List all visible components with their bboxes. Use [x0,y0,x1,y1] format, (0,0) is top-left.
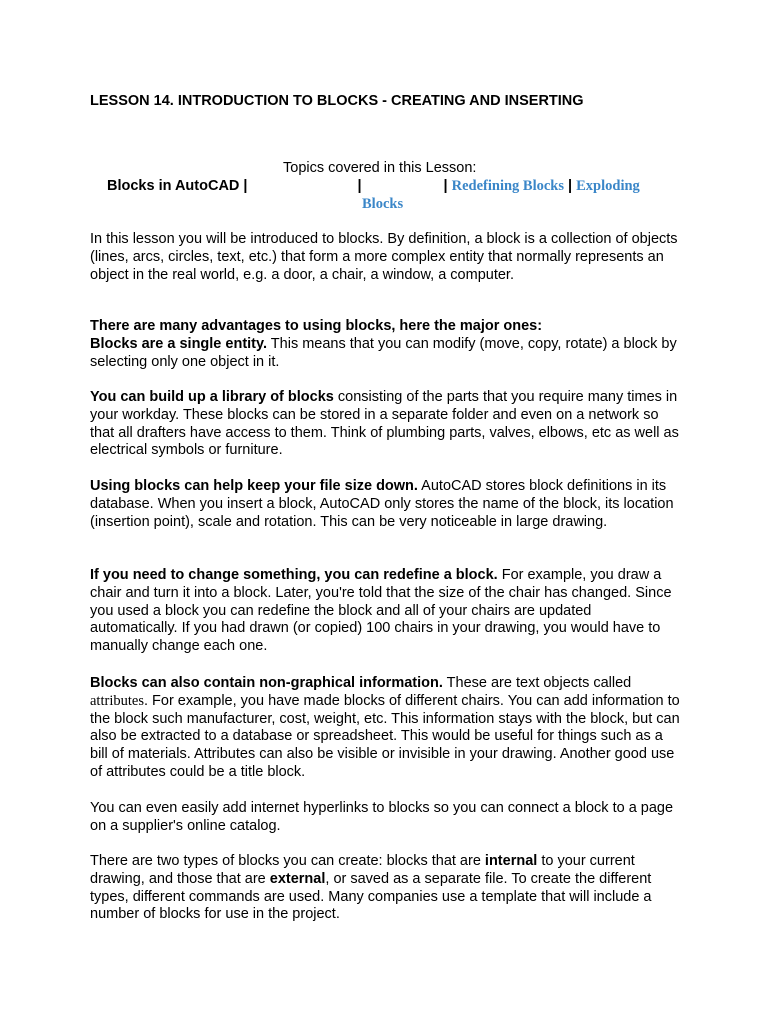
intro-paragraph: In this lesson you will be introduced to blocks. By definition, a block is a collection of objects (lines, arcs, circles, text, etc.) that form a more complex entity that normally represents an object in the real world, e.g. a door, a chair, a window, a computer. [90,231,678,283]
topics-list [107,177,667,195]
library-paragraph [90,389,680,460]
link-exploding-blocks[interactable]: Exploding [576,178,640,194]
redefine-paragraph [90,567,680,656]
filesize-paragraph [90,478,680,531]
block-types-text-1: There are two types of blocks you can create: blocks that are [90,853,485,869]
block-types-paragraph [90,853,680,924]
filesize-text: AutoCAD stores block definitions in its database. When you insert a block, AutoCAD only stores the name of the block, its location (insertion point), scale and rotation. This can be very noticeable in large drawing. [90,478,674,530]
internal-term: internal [484,853,538,869]
link-exploding-blocks-line2[interactable]: Blocks [362,196,404,212]
nongraphical-text-2: . For example, you have made blocks of different chairs. You can add information to the block such manufacturer, cost, weight, etc. This information stays with the block, but can also be extracted to a database or spreadsheet. This would be useful for things such as a bill of materials. Attributes can also be visible or invisible in your drawing. Another good use of attributes could be a title block. [90,692,680,780]
single-entity-heading: Blocks are a single entity. [90,335,268,352]
advantages-heading: There are many advantages to using blocks, here the major ones: [90,318,543,334]
topic-separator: | [357,178,362,194]
hyperlinks-paragraph: You can even easily add internet hyperlinks to blocks so you can connect a block to a page on a supplier's online catalog. [90,800,674,834]
topic-separator: | [443,178,448,194]
topic-separator: | [568,178,573,194]
library-text: consisting of the parts that you require many times in your workday. These blocks can be stored in a separate folder and even on a network so that all drafters have access to them. Think of plumbing parts, valves, elbows, etc as well as electrical symbols or furniture. [90,389,679,459]
filesize-heading: Using blocks can help keep your file size down. [90,478,418,494]
advantages-paragraph [90,318,680,371]
link-redefining-blocks[interactable]: Redefining Blocks [451,178,565,194]
single-entity-text: This means that you can modify (move, copy, rotate) a block by selecting only one object in it. [90,335,677,370]
redefine-heading: If you need to change something, you can redefine a block. [90,567,498,583]
nongraphical-text-1: These are text objects called [442,675,632,691]
block-types-text-2: to your current drawing, and those that are [90,853,635,887]
link-exploding-blocks-continued [362,195,403,213]
topic-blocks-in-autocad[interactable]: Blocks in AutoCAD | [107,178,248,194]
nongraphical-heading: Blocks can also contain non-graphical information. [90,675,443,691]
attributes-term: attributes [90,692,144,709]
external-term: external [269,870,326,887]
nongraphical-paragraph [90,675,680,782]
library-heading: You can build up a library of blocks [90,389,334,405]
topics-heading: Topics covered in this Lesson: [283,160,477,176]
lesson-title: LESSON 14. INTRODUCTION TO BLOCKS - CREATING AND INSERTING [90,93,584,109]
block-types-text-3: , or saved as a separate file. To create the different types, different commands are used. Many companies use a template that will include a number of blocks for use in the project. [90,870,652,923]
redefine-text: For example, you draw a chair and turn it into a block. Later, you're told that the size of the chair has changed. Since you used a block you can redefine the block and all of your chairs are updated automatically. If you had drawn (or copied) 100 chairs in your drawing, you would have to manually change each one. [90,567,672,655]
